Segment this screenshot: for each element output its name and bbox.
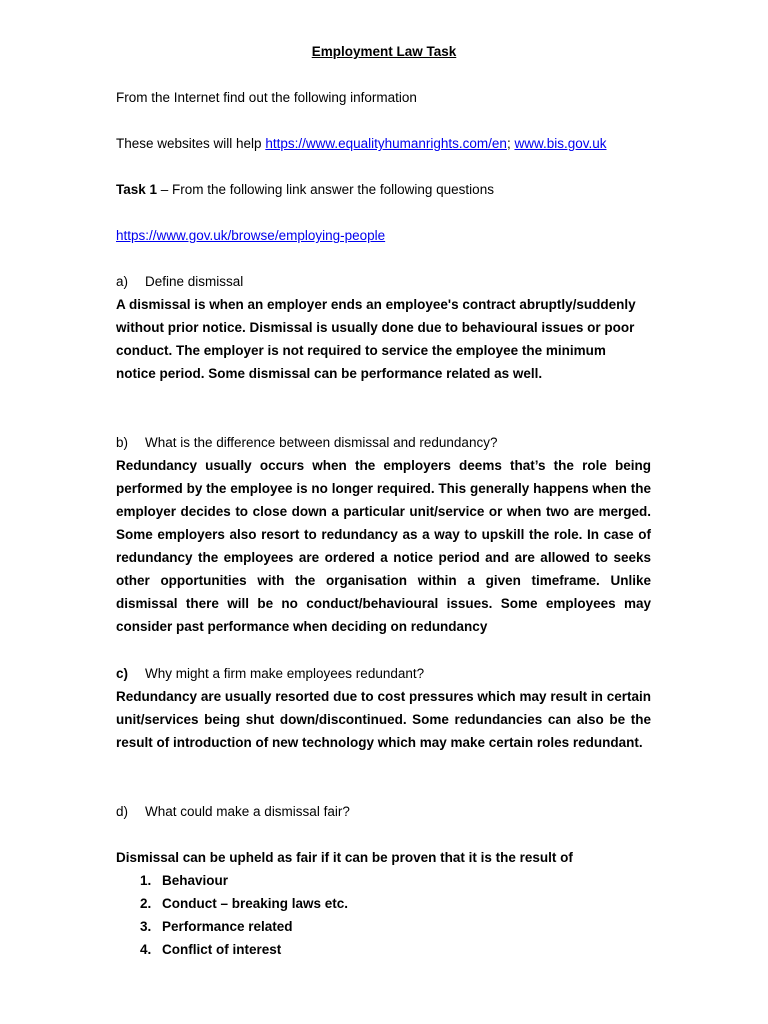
list-item [116,938,348,961]
task1-line [116,181,494,199]
gov-employing-people-link[interactable]: https://www.gov.uk/browse/employing-people [116,228,386,243]
question-c-letter: c) [116,666,129,681]
question-b [116,434,497,452]
websites-prefix: These websites will help [116,136,266,151]
list-item [116,892,348,915]
list-item-number: 4. [140,942,152,957]
question-a-text: Define dismissal [145,274,244,289]
question-c-text: Why might a firm make employees redundant? [145,666,425,681]
question-d [116,803,350,821]
question-a [116,273,243,291]
task1-text: – From the following link answer the following questions [157,182,494,197]
bis-gov-link[interactable]: www.bis.gov.uk [514,136,607,151]
question-b-letter: b) [116,435,129,450]
question-d-text: What could make a dismissal fair? [145,804,350,819]
answer-c: Redundancy are usually resorted due to cost pressures which may result in certain unit/services being shut down/discontinued. Some redundancies can also be the result of introduction of new technology which may make certain roles redundant. [116,689,651,750]
list-item [116,915,348,938]
answer-a: A dismissal is when an employer ends an employee's contract abruptly/suddenly without prior notice. Dismissal is usually done due to behavioural issues or poor conduct. The employer is not required to service the employee the minimum notice period. Some dismissal can be performance related as well. [116,297,636,381]
answer-d: Dismissal can be upheld as fair if it can be proven that it is the result of [116,850,573,865]
question-d-letter: d) [116,804,129,819]
task1-link-line [116,227,385,245]
question-c [116,665,424,683]
list-item-number: 3. [140,919,152,934]
list-item-number: 1. [140,873,152,888]
websites-separator: ; [506,136,515,151]
list-item-text: Performance related [162,919,293,934]
list-item-text: Conduct – breaking laws etc. [162,896,349,911]
intro-text: From the Internet find out the following information [116,90,417,105]
list-item-text: Conflict of interest [162,942,282,957]
equality-human-rights-link[interactable]: https://www.equalityhumanrights.com/en [265,136,507,151]
fair-dismissal-list [116,869,348,961]
websites-line [116,135,607,153]
answer-b: Redundancy usually occurs when the employers deems that’s the role being performed by the employee is no longer required. This generally happens when the employer decides to close down a particular unit/service or when two are merged. Some employers also resort to redundancy as a way to upskill the role. In case of redundancy the employees are ordered a notice period and are allowed to seeks other opportunities with the organisation within a given timeframe. Unlike dismissal there will be no conduct/behavioural issues. Some employees may consider past performance when deciding on redundancy [116,458,651,634]
list-item-number: 2. [140,896,152,911]
list-item [116,869,348,892]
task1-label: Task 1 [116,182,158,197]
question-b-text: What is the difference between dismissal and redundancy? [145,435,498,450]
list-item-text: Behaviour [162,873,229,888]
document-title: Employment Law Task [311,44,457,59]
question-a-letter: a) [116,274,129,289]
